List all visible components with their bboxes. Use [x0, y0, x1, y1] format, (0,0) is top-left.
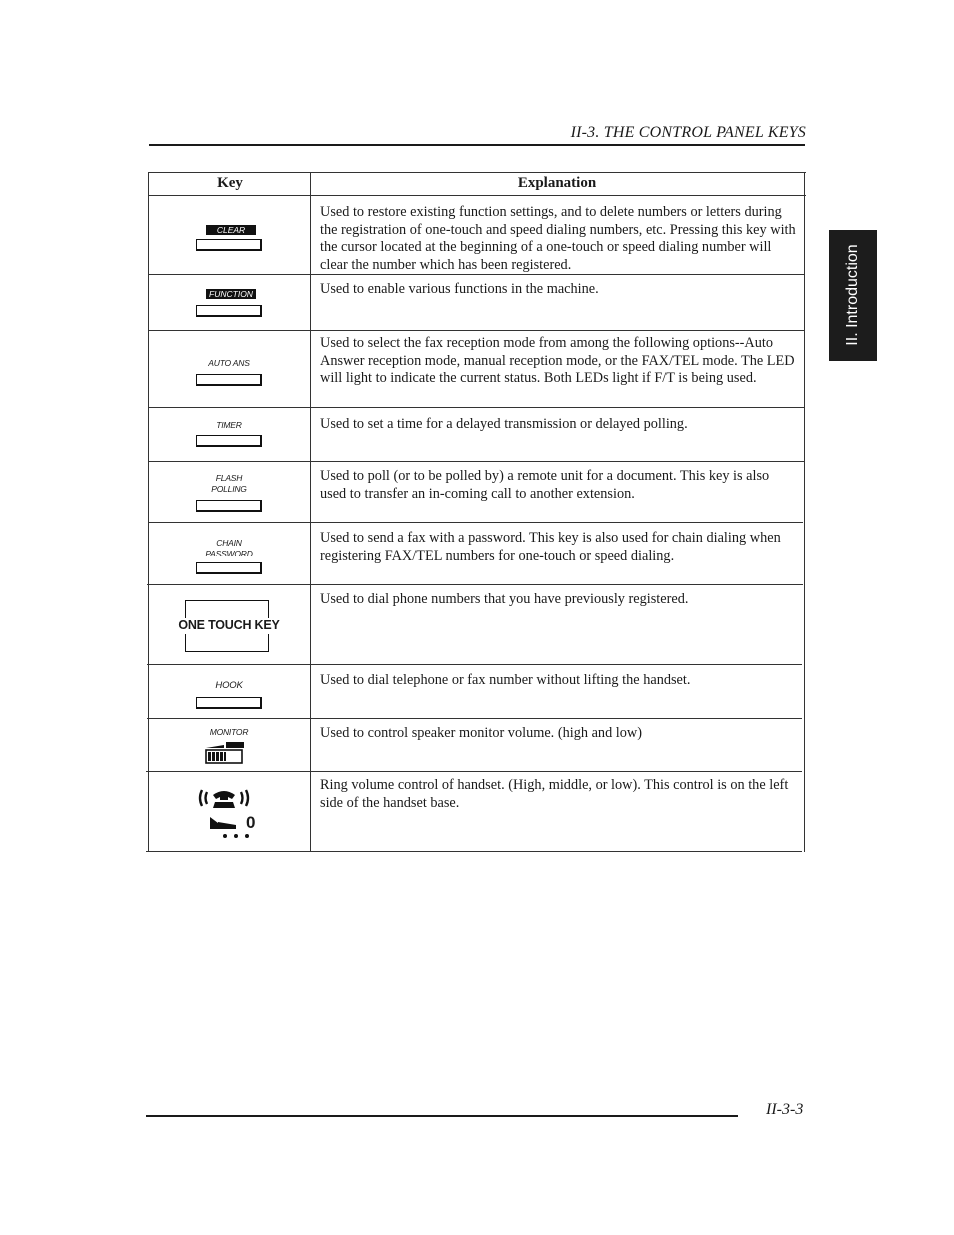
section-side-tab: [829, 230, 877, 361]
ring-volume-control: [150, 772, 308, 851]
clear-key-label: CLEAR: [206, 225, 256, 235]
side-tab-label: II. Introduction: [844, 244, 861, 346]
clear-key: [150, 196, 308, 274]
hook-explanation: Used to dial telephone or fax number without lifting the handset.: [320, 672, 691, 688]
auto-ans-key-label: AUTO ANS: [208, 358, 250, 368]
monitor-key-label: MONITOR: [209, 727, 249, 737]
monitor-slider-icon: [204, 741, 248, 765]
flash-key-label: FLASH: [215, 473, 243, 483]
table-border-top: [149, 172, 806, 173]
clear-explanation: Used to restore existing function settings, and to delete numbers or letters during the registration of one-touch and speed dialing numbers, etc. Pressing this key with the cursor located at the beginning of a one-touch or speed dialing number will clear the number which has been registered.: [320, 204, 796, 273]
header-key: Key: [217, 175, 243, 191]
table-border-left: [148, 172, 149, 852]
flash-polling-explanation: Used to poll (or to be polled by) a remote unit for a document. This key is also used to transfer an in-coming call to another extension.: [320, 468, 770, 502]
monitor-explanation: Used to control speaker monitor volume. (high and low): [320, 725, 643, 741]
one-touch-key-top-bracket: [185, 600, 269, 618]
hook-key-button: [196, 697, 262, 709]
timer-explanation: Used to set a time for a delayed transmission or delayed polling.: [320, 416, 688, 432]
polling-key-label: POLLING: [211, 484, 247, 494]
flash-polling-key-button: [196, 500, 262, 512]
header-rule: [149, 144, 805, 146]
chain-key-label: CHAIN: [216, 538, 242, 548]
flash-polling-key: [150, 462, 308, 522]
timer-key-button: [196, 435, 262, 447]
auto-ans-key-button: [196, 374, 262, 386]
clear-key-button: [196, 239, 262, 251]
function-key: [150, 275, 308, 330]
chain-password-explanation: Used to send a fax with a password. This key is also used for chain dialing when registering FAX/TEL numbers for one-touch or speed dialing.: [320, 530, 781, 564]
function-key-label: FUNCTION: [206, 289, 256, 299]
footer-rule: [146, 1115, 738, 1117]
volume-slider-icon: [210, 816, 244, 830]
page-number: II-3-3: [766, 1101, 804, 1118]
function-explanation: Used to enable various functions in the machine.: [320, 281, 599, 297]
one-touch-key-bottom-bracket: [185, 634, 269, 652]
table-border-bottom: [146, 851, 802, 852]
hook-key-label: HOOK: [215, 680, 243, 691]
auto-ans-explanation: Used to select the fax reception mode from among the following options--Auto Answer reception mode, manual reception mode, or the FAX/TEL mode. The LED will light to indicate the current status. Both LEDs light if F/T is being used.: [320, 335, 795, 386]
column-divider: [310, 172, 311, 852]
table-border-right: [804, 172, 805, 852]
auto-ans-key: [150, 331, 308, 407]
chain-password-key-button: [196, 562, 262, 574]
function-key-button: [196, 305, 262, 317]
section-title: II-3. THE CONTROL PANEL KEYS: [570, 124, 806, 141]
one-touch-explanation: Used to dial phone numbers that you have previously registered.: [320, 591, 689, 607]
ring-volume-explanation: Ring volume control of handset. (High, middle, or low). This control is on the left side of the handset base.: [320, 777, 789, 811]
volume-level-dots: [222, 833, 252, 839]
timer-key-label: TIMER: [216, 420, 242, 430]
one-touch-key-label: ONE TOUCH KEY: [178, 618, 280, 632]
hook-key: [150, 665, 308, 718]
monitor-key: [150, 719, 308, 771]
timer-key: [150, 408, 308, 461]
volume-zero-label: 0: [246, 813, 256, 832]
one-touch-key: [150, 585, 308, 664]
chain-password-key: [150, 523, 308, 584]
header-explanation: Explanation: [517, 175, 597, 191]
password-key-label: PASSWORD: [205, 549, 253, 556]
handset-ringer-icon: [196, 786, 252, 810]
